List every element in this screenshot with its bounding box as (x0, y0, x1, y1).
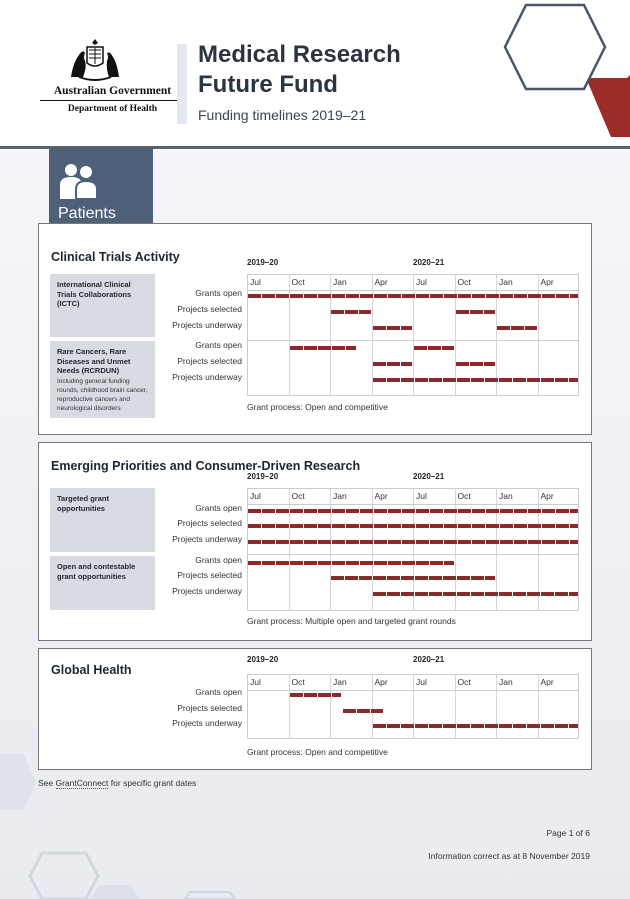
month-label: Jul (416, 677, 427, 687)
month-label: Jul (416, 491, 427, 501)
category-box (50, 274, 155, 337)
month-label: Jan (499, 491, 513, 501)
month-label: Oct (291, 491, 305, 501)
timeline-bar (290, 693, 342, 697)
section-title: Emerging Priorities and Consumer-Driven Research (51, 459, 361, 473)
page-header (0, 0, 630, 148)
grid-line (413, 674, 414, 739)
category-divider (247, 554, 579, 555)
row-label: Projects selected (177, 356, 242, 366)
month-divider (247, 504, 579, 505)
divider (40, 100, 185, 101)
tab-label: Patients (58, 205, 116, 222)
government-name: Australian Government (53, 85, 172, 97)
month-label: Jan (333, 677, 347, 687)
timeline-bar (248, 524, 578, 528)
month-label: Oct (457, 491, 471, 501)
month-label: Jan (499, 677, 513, 687)
timeline-bar (373, 378, 579, 382)
row-label: Projects underway (172, 320, 242, 330)
grid-line (289, 488, 290, 611)
timeline-bar (373, 592, 579, 596)
month-label: Oct (291, 277, 305, 287)
grantconnect-link[interactable]: GrantConnect (55, 778, 109, 788)
timeline-bar (248, 509, 578, 513)
year-label: 2019–20 (247, 472, 279, 481)
category-title: Rare Cancers, Rare Diseases and Unmet Needs (RCRDUN) (57, 347, 131, 375)
month-label: Jul (250, 677, 261, 687)
section-title: Clinical Trials Activity (51, 250, 180, 264)
grid-line (330, 674, 331, 739)
timeline-bar (331, 310, 371, 314)
row-label: Projects underway (172, 586, 242, 596)
timeline-bar (373, 326, 413, 330)
month-label: Jul (250, 277, 261, 287)
month-divider (247, 290, 579, 291)
month-label: Apr (540, 677, 554, 687)
row-label: Projects underway (172, 534, 242, 544)
grid-line (289, 274, 290, 396)
month-label: Jul (416, 277, 427, 287)
row-label: Projects selected (177, 570, 242, 580)
timeline-bar (456, 310, 496, 314)
grant-process-note: Grant process: Open and competitive (247, 402, 388, 412)
category-title: International Clinical Trials Collaborations (ICTC) (57, 280, 132, 308)
department-name: Department of Health (67, 104, 158, 114)
month-label: Oct (457, 677, 471, 687)
row-label: Projects underway (172, 372, 242, 382)
month-divider (247, 690, 579, 691)
year-label: 2019–20 (247, 655, 279, 664)
grid-line (372, 674, 373, 739)
coat-of-arms-icon (65, 37, 125, 81)
year-label: 2019–20 (247, 258, 279, 267)
row-label: Grants open (195, 555, 242, 565)
year-label: 2020–21 (413, 258, 445, 267)
year-label: 2020–21 (413, 655, 445, 664)
information-date: Information correct as at 8 November 2019 (428, 851, 590, 861)
grant-process-note: Grant process: Open and competitive (247, 747, 388, 757)
timeline-bar (497, 326, 537, 330)
people-icon (58, 161, 100, 201)
timeline-bar (343, 709, 383, 713)
grid-line (455, 674, 456, 739)
category-box (50, 488, 155, 552)
grant-process-note: Grant process: Multiple open and targeted grant rounds (247, 616, 456, 626)
category-box (50, 556, 155, 610)
timeline-bar (373, 724, 579, 728)
month-label: Apr (374, 277, 388, 287)
month-label: Apr (540, 491, 554, 501)
footnote (38, 778, 196, 788)
grid-line (289, 674, 290, 739)
timeline-bar (290, 346, 356, 350)
page-number: Page 1 of 6 (546, 828, 590, 838)
category-divider (247, 340, 579, 341)
page-subtitle: Funding timelines 2019–21 (198, 107, 367, 123)
month-label: Apr (374, 491, 388, 501)
row-label: Grants open (195, 340, 242, 350)
footnote-suffix: for specific grant dates (110, 778, 197, 788)
row-label: Projects selected (177, 703, 242, 713)
month-label: Apr (374, 677, 388, 687)
category-title: Targeted grant opportunities (57, 494, 109, 513)
timeline-bar (248, 540, 578, 544)
row-label: Grants open (195, 687, 242, 697)
timeline-bar (456, 362, 496, 366)
footnote-prefix: See (38, 778, 54, 788)
month-label: Oct (457, 277, 471, 287)
title-accent-bar (177, 44, 187, 124)
month-label: Apr (540, 277, 554, 287)
timeline-bar (331, 576, 495, 580)
grid-line (330, 488, 331, 611)
timeline-bar (373, 362, 413, 366)
month-label: Jan (499, 277, 513, 287)
timeline-bar (248, 294, 578, 298)
row-label: Grants open (195, 288, 242, 298)
section-title: Global Health (51, 663, 132, 677)
row-label: Projects selected (177, 518, 242, 528)
row-label: Projects underway (172, 718, 242, 728)
row-label: Projects selected (177, 304, 242, 314)
grid-line (330, 274, 331, 396)
timeline-bar (248, 561, 454, 565)
month-label: Jul (250, 491, 261, 501)
month-label: Oct (291, 677, 305, 687)
category-description: Including general funding rounds, childhood brain cancer, reproductive cancers and neurological disorders (57, 377, 148, 412)
page-title: Medical Research Future Fund (198, 41, 401, 98)
month-label: Jan (333, 277, 347, 287)
category-title: Open and contestable grant opportunities (57, 562, 136, 581)
year-label: 2020–21 (413, 472, 445, 481)
month-label: Jan (333, 491, 347, 501)
grid-line (538, 674, 539, 739)
category-box (50, 341, 155, 418)
row-label: Grants open (195, 503, 242, 513)
grid-line (496, 674, 497, 739)
timeline-bar (414, 346, 454, 350)
